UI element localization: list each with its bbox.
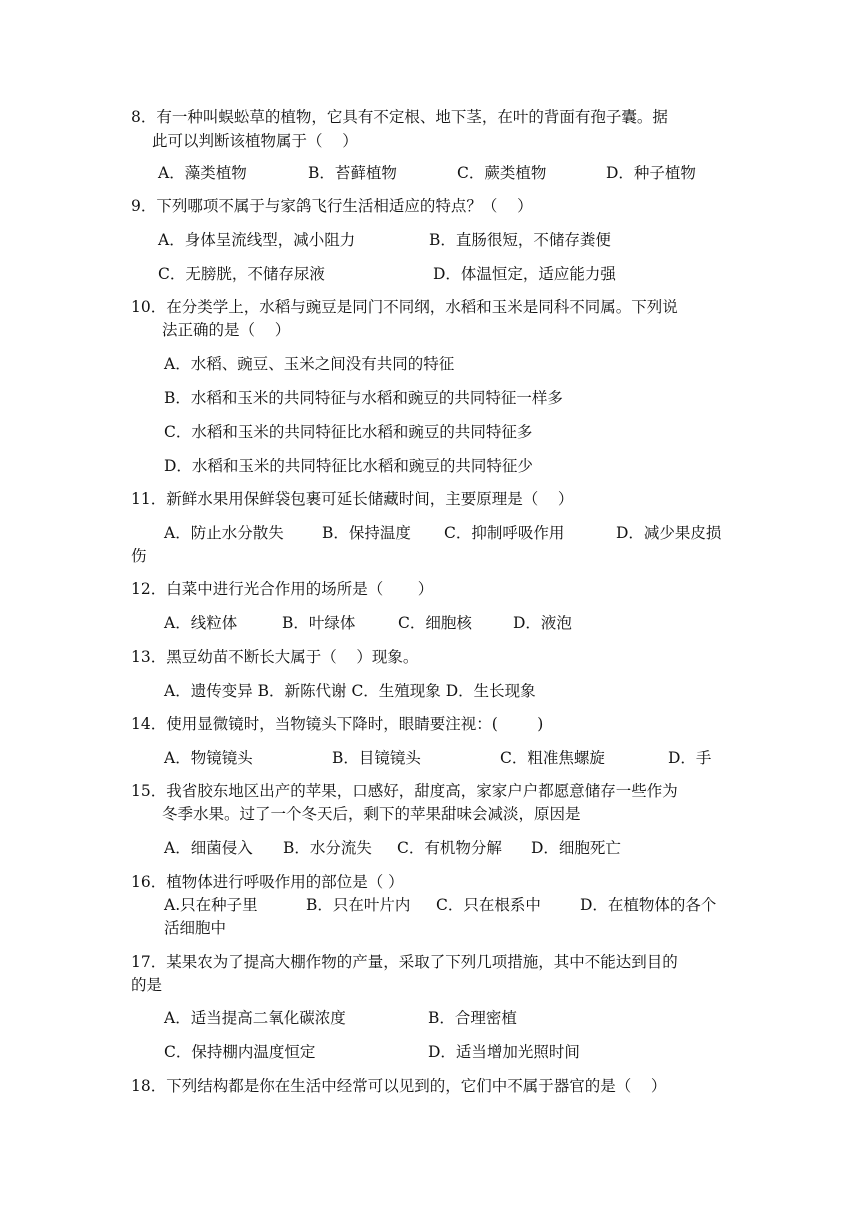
q14-option-b: B．目镜镜头 <box>332 749 421 767</box>
q11-option-d: D．减少果皮损 <box>616 524 722 542</box>
q11-option-d-cont: 伤 <box>131 547 147 565</box>
q12-option-d: D．液泡 <box>513 614 572 632</box>
q9-stem: 9．下列哪项不属于与家鸽飞行生活相适应的特点？（ ） <box>131 197 533 215</box>
q13-options: A．遗传变异 B．新陈代谢 C．生殖现象 D．生长现象 <box>164 682 536 700</box>
q12-stem: 12．白菜中进行光合作用的场所是（ ） <box>131 580 434 598</box>
q8-option-d: D．种子植物 <box>606 164 696 182</box>
q15-option-c: C．有机物分解 <box>397 839 502 857</box>
q11-option-c: C．抑制呼吸作用 <box>444 524 565 542</box>
q15-option-d: D．细胞死亡 <box>531 839 621 857</box>
q9-option-c: C．无膀胱，不储存尿液 <box>158 265 325 283</box>
q8-option-a: A．藻类植物 <box>158 164 247 182</box>
q16-stem: 16．植物体进行呼吸作用的部位是（ ） <box>131 873 404 891</box>
q15-option-a: A．细菌侵入 <box>164 839 253 857</box>
q16-option-c: C．只在根系中 <box>436 896 541 914</box>
q18-stem: 18．下列结构都是你在生活中经常可以见到的，它们中不属于器官的是（ ） <box>131 1077 667 1095</box>
q10-option-b: B．水稻和玉米的共同特征与水稻和豌豆的共同特征一样多 <box>164 389 563 407</box>
q17-option-b: B．合理密植 <box>428 1009 517 1027</box>
q11-option-b: B．保持温度 <box>322 524 411 542</box>
q9-option-a: A．身体呈流线型，减小阻力 <box>158 231 356 249</box>
q16-option-d: D．在植物体的各个 <box>580 896 717 914</box>
q9-option-b: B．直肠很短，不储存粪便 <box>429 231 611 249</box>
q17-stem-cont: 的是 <box>131 976 163 994</box>
q12-option-c: C．细胞核 <box>398 614 472 632</box>
q15-stem-cont: 冬季水果。过了一个冬天后，剩下的苹果甜味会减淡，原因是 <box>162 805 581 823</box>
q14-option-a: A．物镜镜头 <box>164 749 253 767</box>
q17-option-a: A．适当提高二氧化碳浓度 <box>164 1009 346 1027</box>
q12-option-b: B．叶绿体 <box>282 614 356 632</box>
q17-stem: 17．某果农为了提高大棚作物的产量，采取了下列几项措施，其中不能达到目的 <box>131 953 678 971</box>
q8-stem: 8．有一种叫蜈蚣草的植物，它具有不定根、地下茎，在叶的背面有孢子囊。据 <box>131 108 668 126</box>
q16-option-b: B．只在叶片内 <box>306 896 411 914</box>
q8-option-b: B．苔藓植物 <box>308 164 397 182</box>
q9-option-d: D．体温恒定，适应能力强 <box>433 265 616 283</box>
q17-option-d: D．适当增加光照时间 <box>428 1043 580 1061</box>
q12-option-a: A．线粒体 <box>164 614 238 632</box>
q10-option-a: A．水稻、豌豆、玉米之间没有共同的特征 <box>164 355 455 373</box>
q14-option-d: D．手 <box>668 749 712 767</box>
q15-stem: 15．我省胶东地区出产的苹果，口感好，甜度高，家家户户都愿意储存一些作为 <box>131 782 678 800</box>
q10-option-d: D．水稻和玉米的共同特征比水稻和豌豆的共同特征少 <box>164 457 533 475</box>
q14-stem: 14．使用显微镜时，当物镜头下降时，眼睛要注视：( ) <box>131 715 544 733</box>
q10-stem-cont: 法正确的是（ ） <box>162 321 291 339</box>
q8-option-c: C．蕨类植物 <box>457 164 547 182</box>
q8-stem-cont: 此可以判断该植物属于（ ） <box>152 132 358 150</box>
q16-option-d-cont: 活细胞中 <box>164 919 227 937</box>
q10-stem: 10．在分类学上，水稻与豌豆是同门不同纲，水稻和玉米是同科不同属。下列说 <box>131 298 678 316</box>
q16-option-a: A.只在种子里 <box>164 896 258 914</box>
q13-stem: 13．黑豆幼苗不断长大属于（ ）现象。 <box>131 648 419 666</box>
q10-option-c: C．水稻和玉米的共同特征比水稻和豌豆的共同特征多 <box>164 423 533 441</box>
q17-option-c: C．保持棚内温度恒定 <box>164 1043 316 1061</box>
q11-stem: 11．新鲜水果用保鲜袋包裹可延长储藏时间，主要原理是（ ） <box>131 490 574 508</box>
q11-option-a: A．防止水分散失 <box>164 524 284 542</box>
q14-option-c: C．粗准焦螺旋 <box>500 749 605 767</box>
q15-option-b: B．水分流失 <box>283 839 372 857</box>
